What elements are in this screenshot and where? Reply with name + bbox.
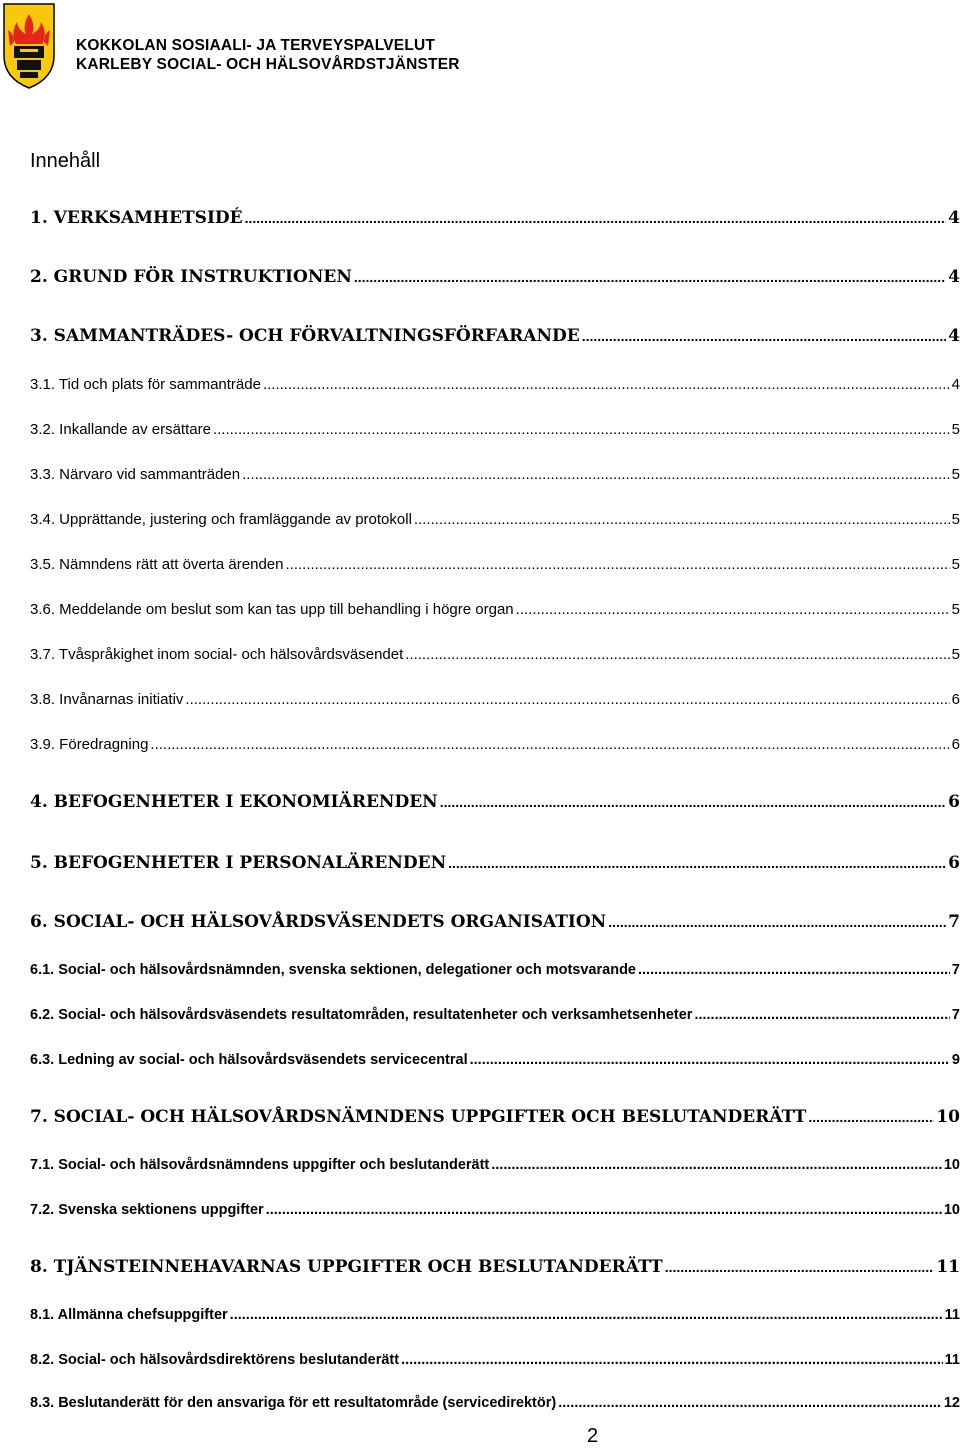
toc-entry[interactable] [30,646,960,663]
toc-entry-page: 5 [951,601,960,618]
toc-leader-dots [665,1259,935,1275]
toc-entry-label: 6. SOCIAL- OCH HÄLSOVÅRDSVÄSENDETS ORGANISATION [30,912,607,932]
toc-entry-page: 5 [951,466,960,483]
toc-leader-dots [582,328,946,344]
toc-leader-dots [608,914,946,930]
toc-entry[interactable] [30,511,960,528]
toc-leader-dots [470,1052,950,1068]
toc-entry-page: 7 [948,912,960,932]
toc-entry-label: 4. BEFOGENHETER I EKONOMIÄRENDEN [30,792,438,812]
toc-leader-dots [285,556,949,573]
toc-entry-page: 11 [944,1352,960,1368]
organization-name-swedish: KARLEBY SOCIAL- OCH HÄLSOVÅRDSTJÄNSTER [76,56,460,73]
toc-entry-page: 5 [951,646,960,663]
toc-entry-label: 3.6. Meddelande om beslut som kan tas upp till behandling i högre organ [30,601,514,618]
toc-entry[interactable] [30,376,960,393]
organization-name-finnish: KOKKOLAN SOSIAALI- JA TERVEYSPALVELUT [76,37,436,54]
toc-entry-page: 7 [951,962,960,978]
toc-entry[interactable] [30,1202,960,1218]
toc-leader-dots [694,1007,949,1023]
toc-leader-dots [516,601,950,618]
toc-entry-label: 8. TJÄNSTEINNEHAVARNAS UPPGIFTER OCH BESLUTANDERÄTT [30,1257,663,1277]
toc-entry[interactable] [30,466,960,483]
toc-entry-page: 5 [951,556,960,573]
toc-entry-page: 5 [951,421,960,438]
toc-entry-page: 4 [948,208,960,228]
toc-entry-label: 8.2. Social- och hälsovårdsdirektörens beslutanderätt [30,1352,400,1368]
toc-entry[interactable] [30,556,960,573]
toc-entry-page: 6 [951,691,960,708]
toc-entry-label: 3.3. Närvaro vid sammanträden [30,466,241,483]
toc-leader-dots [185,691,949,708]
toc-leader-dots [150,736,949,753]
coat-of-arms-icon [0,0,58,90]
toc-entry-page: 6 [951,736,960,753]
toc-entry-page: 4 [948,267,960,287]
toc-entry[interactable] [30,601,960,618]
toc-entry[interactable] [30,736,960,753]
toc-entry-label: 3. SAMMANTRÄDES- OCH FÖRVALTNINGSFÖRFARANDE [30,326,580,346]
toc-entry-label: 7.2. Svenska sektionens uppgifter [30,1202,264,1218]
toc-entry-label: 3.9. Föredragning [30,736,149,753]
toc-entry-label: 3.8. Invånarnas initiativ [30,691,184,708]
toc-entry-label: 7. SOCIAL- OCH HÄLSOVÅRDSNÄMNDENS UPPGIFTER OCH BESLUTANDERÄTT [30,1107,807,1127]
toc-leader-dots [401,1352,943,1368]
page-number: 2 [587,1425,599,1447]
toc-entry[interactable] [30,792,960,812]
toc-leader-dots [440,794,946,810]
toc-leader-dots [405,646,949,663]
toc-entry[interactable] [30,1257,960,1277]
toc-entry-label: 2. GRUND FÖR INSTRUKTIONEN [30,267,352,287]
toc-entry[interactable] [30,1157,960,1173]
toc-entry-page: 10 [943,1202,960,1218]
toc-entry[interactable] [30,1395,960,1411]
toc-entry-label: 6.3. Ledning av social- och hälsovårdsväsendets servicecentral [30,1052,468,1068]
toc-entry-label: 5. BEFOGENHETER I PERSONALÄRENDEN [30,853,447,873]
toc-entry-page: 11 [944,1307,960,1323]
toc-leader-dots [558,1395,942,1411]
toc-entry[interactable] [30,208,960,228]
toc-entry[interactable] [30,912,960,932]
toc-entry-label: 6.1. Social- och hälsovårdsnämnden, svenska sektionen, delegationer och motsvarande [30,962,636,978]
toc-title: Innehåll [30,150,101,172]
toc-leader-dots [491,1157,942,1173]
toc-entry[interactable] [30,326,960,346]
document-header [0,0,960,95]
toc-entry-page: 10 [936,1107,960,1127]
toc-leader-dots [242,466,950,483]
toc-entry[interactable] [30,421,960,438]
toc-entry-page: 12 [943,1395,960,1411]
toc-entry-page: 10 [943,1157,960,1173]
toc-entry-label: 8.3. Beslutanderätt för den ansvariga för ett resultatområde (servicedirektör) [30,1395,557,1411]
toc-leader-dots [448,855,946,871]
toc-entry-page: 9 [951,1052,960,1068]
toc-leader-dots [230,1307,943,1323]
toc-entry[interactable] [30,1107,960,1127]
toc-entry-label: 3.4. Upprättande, justering och framläggande av protokoll [30,511,412,528]
toc-entry-label: 3.1. Tid och plats för sammanträde [30,376,261,393]
toc-leader-dots [414,511,950,528]
toc-entry-label: 3.7. Tvåspråkighet inom social- och hälsovårdsväsendet [30,646,404,663]
toc-entry-label: 1. VERKSAMHETSIDÉ [30,208,243,228]
toc-entry-label: 3.5. Nämndens rätt att överta ärenden [30,556,284,573]
toc-leader-dots [245,210,947,226]
toc-entry[interactable] [30,1307,960,1323]
toc-entry-page: 5 [951,511,960,528]
toc-entry[interactable] [30,1007,960,1023]
toc-entry-page: 11 [936,1257,960,1277]
toc-entry-label: 8.1. Allmänna chefsuppgifter [30,1307,228,1323]
toc-leader-dots [638,962,950,978]
toc-leader-dots [808,1109,934,1125]
toc-leader-dots [266,1202,942,1218]
toc-entry[interactable] [30,853,960,873]
toc-leader-dots [263,376,950,393]
toc-entry-page: 7 [951,1007,960,1023]
toc-entry[interactable] [30,1352,960,1368]
organization-name [76,36,460,74]
toc-entry[interactable] [30,267,960,287]
toc-entry[interactable] [30,962,960,978]
toc-entry-label: 6.2. Social- och hälsovårdsväsendets resultatområden, resultatenheter och verksamhetsenheter [30,1007,693,1023]
toc-entry-page: 4 [951,376,960,393]
toc-entry[interactable] [30,1052,960,1068]
toc-entry-page: 4 [948,326,960,346]
toc-leader-dots [213,421,950,438]
toc-entry-label: 3.2. Inkallande av ersättare [30,421,211,438]
toc-leader-dots [354,269,946,285]
toc-entry[interactable] [30,691,960,708]
toc-entry-page: 6 [948,792,960,812]
toc-entry-page: 6 [948,853,960,873]
toc-entry-label: 7.1. Social- och hälsovårdsnämndens uppgifter och beslutanderätt [30,1157,490,1173]
